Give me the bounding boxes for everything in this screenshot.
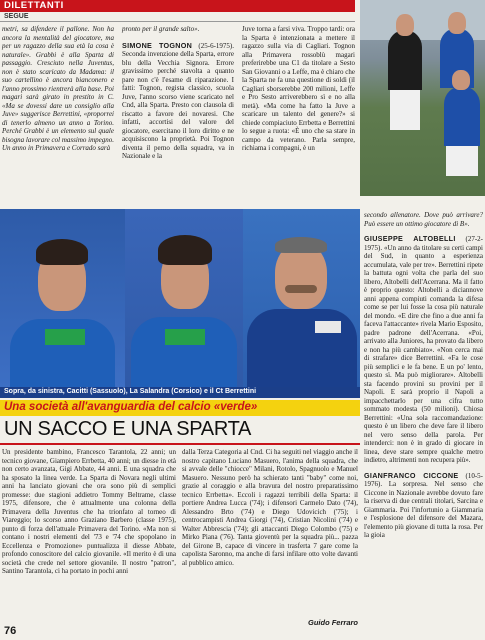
player-name-ciccone: GIANFRANCO CICCONE	[364, 470, 459, 480]
section-rule	[0, 21, 355, 22]
kicker-text: Una società all'avanguardia del calcio «verde»	[4, 401, 258, 413]
right-column-lead: secondo allenatore. Dove può arrivare? Può essere un ottimo giocatore di B».	[364, 211, 483, 228]
article-text-2: dalla Terza Categoria al Cnd. Ci ha seguiti nel viaggio anche il nostro capitano Luciano Masuero, l'anima della squadra, che si avvale delle "chiocce" Milani, Rotolo, Spagnuolo e Manuel Masuero. Nessuno però ha schierato tanti "baby" come noi, grazie al coraggio e alla bravura del nostro preparatissimo tecnico Errbetta». Eccoli i ragazzi terribili della Sparta: il portiere Andrea Lucca ('74); i difensori Carmelo Dato ('74), Alessandro Brto ('74) e Diego Udovicich ('75); i centrocampisti Andrea Giorgi ('74), Cristian Nicolini ('74) e Walter Abbrescia ('74); gli attaccanti Diego Colombo ('75) e Mirko Piana ('76). Tanta gioventù per la squadra più... pazza del Girone B, capace di vincere in trasferta 7 gare come la capolista Saronno, ma anche di farsi infilare otto volte davanti al pubblico amico.	[182, 448, 358, 567]
article-column-2	[182, 448, 358, 567]
article-text-1: Un presidente bambino, Francesco Tarantola, 22 anni; un tecnico giovane, Giampiero Errbetta, 40 anni; un diesse in età non certo avanzata, Gigi Abbate, 44 anni. E una squadra che ha sposato la linea verde. La Sparta di Novara negli ultimi anni ha lanciato giovani che ora sono più di semplici promesse: due stagioni addietro Tommy Beltrame, classe 1975, difensore, che è attualmente una colonna della Primavera della Juventus che ha trionfato al torneo di Viareggio; lo scorso anno Graziano Barbero (classe 1975), punto di forza dell'attuale Primavera del Torino. «Ma non si contano i nostri elementi del '73 e '74 che spopolano in Eccellenza e Promozione» puntualizza il diesse Abbate, profondo conoscitore del calcio giovanile. «Il merito è di una società che crede nel settore giovanile. Il nostro "patron", Santino Tarantola, ci ha portato in pochi anni	[2, 448, 176, 575]
top-column-1	[2, 25, 114, 153]
section-bar	[0, 0, 355, 12]
column-2-text: (25-6-1975). Seconda invenzione della Sparta, errore blu della Vecchia Signora. Errore gravissimo perché stavolta a quanto pare non c'è l'esame di riparazione. I fatti: Tognon, regista classico, scuola Juve, l'anno scorso viene scaricato nel Cnd, alla Sparta. Presto con clausola di riscatto a favore dei novaresi. Che infatti, accortisi del valore del giocatore, esercitano il loro diritto e ne acquisiscono la proprietà. Poi Tognon diventa il perno della squadra, va in Nazionale e la	[122, 41, 234, 160]
team-photo	[360, 0, 485, 196]
column-2-paragraph	[122, 42, 234, 161]
photo-cacitti	[0, 209, 125, 387]
right-column	[364, 211, 483, 540]
right-column-paragraph-1	[364, 235, 483, 465]
right-column-text-1: (27-2-1975). «Un anno da titolare su certi campi del Sud, in quanto a esperienza accumulata, vale per tre». Berrettini ripete la battuta ogni volta che parla del suo libero, Altobelli dell'Acerrana. Ma il fatto è proprio questo: Altobelli a diciannove anni appena compiuti comanda la difesa come se per lui fosse la cosa più naturale del mondo. «E dire che fino a due anni fa faceva l'attaccante» rivela Mario Esposito, padre padrone dell'Acerrana. «Poi, arrivato alla Juniores, ha provato da libero e non ha più cambiato». «Non cerca mai di strafare» dice Berrettini. «Fa le cose più semplici e le fa bene. E un po' lento, questo sì. Ma può migliorare». Altobelli sta facendo provini su provini per il Napoli. E sarà proprio il Napoli a impacchettarlo per una cifra tutto sommato modesta (50 milioni). Chiosa Berrettini: «Una sola raccomandazione: questo è un libero che deve fare il libero nel vero senso della parola. Per intenderci: non è in grado di giocare in linea, deve stare sempre qualche metro indietro, altrimenti non recupera più».	[364, 235, 483, 464]
page-number: 76	[4, 625, 17, 637]
column-3-text: Juve torna a farsi viva. Troppo tardi: ora la Sparta è intenzionata a mettere il ragazzo sulla via di Cagliari. Tognon alla Primavera rossoblù magari preferirebbe una C1 da titolare a Sesto San Giovanni o a Leffe, ma è chiaro che la Sparta ne fa una questione di soldi (il Cagliari sborserebbe 200 milioni, Leffe e Pro Sesto arriverebbero sì e no alla metà). «Ma come ha fatto la Juve a scaricare un talento del genere?» si chiede compiaciuto Errbetta e Berrettini lo segue a ruota: «È uno che sa stare in campo da veterano. Parla sempre, richiama i compagni, è un	[242, 25, 355, 152]
column-2-lead: pronto per il grande salto».	[122, 25, 200, 33]
right-column-text-2: (10-5-1976). La sorpresa. Nel senso che Ciccone in Nazionale avrebbe dovuto fare la riserva di due centrali titolari, Sarcina e Giammaria. Poi l'infortunio a Giammaria e l'esplosione del difensore del Mazara, l'elemento più giovane di tutta la rosa. Per la gioia	[364, 471, 483, 539]
player-name-altobelli: GIUSEPPE ALTOBELLI	[364, 234, 456, 243]
top-column-2	[122, 25, 234, 161]
article-headline: UN SACCO E UNA SPARTA	[4, 418, 252, 440]
headline-rule	[0, 443, 360, 445]
column-1-text: metri, sa difendere il pallone. Non ha ancora la mentalità del giocatore, ma per un ragazzo della sua età la cosa è naturale». Grabbi è alla Sparta di passaggio. Cresciuto nella Juventus, non è stato scaricato da Madama: il suo cartellino è ancora bianconero e l'anno prossimo rientrerà alla base. Poi magari sarà girato in prestito in C. «Ma se dovessi dare un consiglio alla Juve» suggerisce Berrettini, «proporrei di tenerlo almeno un anno a Torino. Perché Grabbi è un elemento sul quale bisogna lavorare col massimo impegno. Un anno in Primavera e Corrado sarà	[2, 25, 114, 152]
photo-berrettini	[243, 209, 360, 387]
top-column-3	[242, 25, 355, 153]
kicker-bar	[0, 400, 360, 416]
article-column-1	[2, 448, 176, 576]
photo-la-salandra	[125, 209, 243, 387]
photo-caption-bar	[0, 387, 360, 398]
right-column-paragraph-2	[364, 472, 483, 540]
photo-caption: Sopra, da sinistra, Cacitti (Sassuolo), La Salandra (Corsico) e il Ct Berrettini	[4, 388, 257, 395]
section-title: DILETTANTI	[4, 0, 64, 11]
player-name-tognon: SIMONE TOGNON	[122, 40, 193, 50]
section-subtitle: SEGUE	[4, 13, 29, 20]
article-author: Guido Ferraro	[307, 618, 358, 627]
